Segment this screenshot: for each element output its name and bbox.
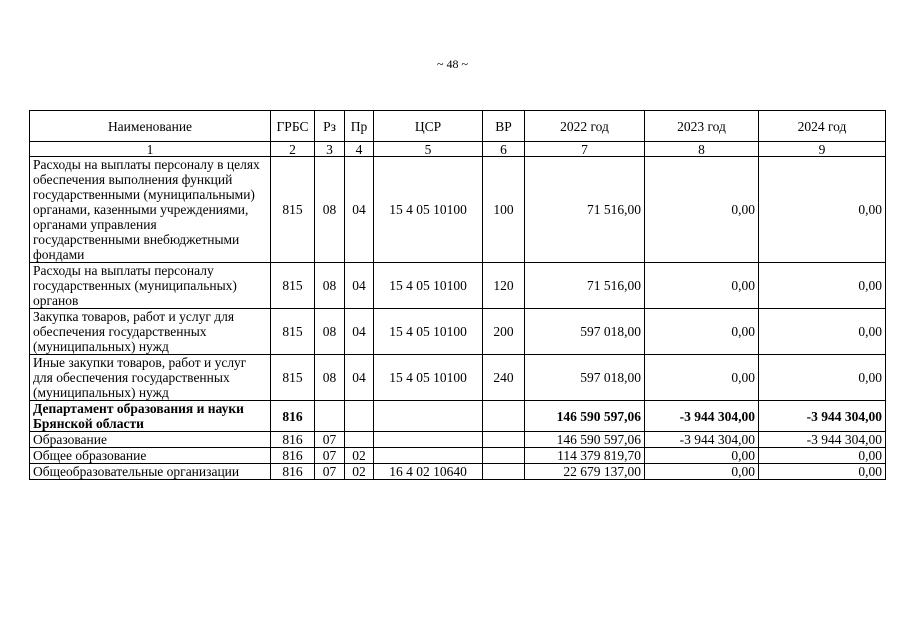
header-cell-pr: Пр [345, 111, 374, 142]
table-row [30, 464, 886, 480]
column-number: 6 [483, 142, 525, 157]
column-number: 8 [645, 142, 759, 157]
table-row [30, 401, 886, 432]
row-vr-cell: 100 [483, 157, 525, 263]
row-vr-cell [483, 448, 525, 464]
row-2022-cell: 114 379 819,70 [525, 448, 645, 464]
row-csr-cell [374, 401, 483, 432]
header-cell-grbs: ГРБС [271, 111, 315, 142]
row-vr-cell: 240 [483, 355, 525, 401]
budget-table [29, 110, 886, 480]
row-pr-cell: 04 [345, 309, 374, 355]
table-row [30, 355, 886, 401]
row-2022-cell: 597 018,00 [525, 355, 645, 401]
row-2022-cell: 22 679 137,00 [525, 464, 645, 480]
row-2023-cell: 0,00 [645, 448, 759, 464]
row-pr-cell: 02 [345, 448, 374, 464]
row-2022-cell: 597 018,00 [525, 309, 645, 355]
header-row [30, 111, 886, 142]
row-2024-cell: -3 944 304,00 [759, 401, 886, 432]
column-number: 1 [30, 142, 271, 157]
header-cell-name: Наименование [30, 111, 271, 142]
row-pr-cell [345, 432, 374, 448]
row-2022-cell: 146 590 597,06 [525, 401, 645, 432]
row-csr-cell: 16 4 02 10640 [374, 464, 483, 480]
row-2024-cell: -3 944 304,00 [759, 432, 886, 448]
row-grbs-cell: 815 [271, 157, 315, 263]
table-row [30, 263, 886, 309]
row-name-cell: Образование [30, 432, 271, 448]
row-rz-cell [315, 401, 345, 432]
row-2023-cell: -3 944 304,00 [645, 432, 759, 448]
header-cell-2022: 2022 год [525, 111, 645, 142]
column-number: 4 [345, 142, 374, 157]
column-number-row [30, 142, 886, 157]
row-name-cell: Расходы на выплаты персоналу в целях обеспечения выполнения функций государственными (муниципальными) органами, казенными учреждениями, органами управления государственными внебюджетными фондами [30, 157, 271, 263]
column-number: 5 [374, 142, 483, 157]
row-2023-cell: 0,00 [645, 464, 759, 480]
header-cell-csr: ЦСР [374, 111, 483, 142]
row-vr-cell [483, 401, 525, 432]
row-rz-cell: 08 [315, 355, 345, 401]
page-number: ~ 48 ~ [437, 57, 468, 71]
row-csr-cell [374, 448, 483, 464]
row-vr-cell [483, 464, 525, 480]
column-number: 3 [315, 142, 345, 157]
row-2023-cell: -3 944 304,00 [645, 401, 759, 432]
header-cell-rz: Рз [315, 111, 345, 142]
row-2023-cell: 0,00 [645, 157, 759, 263]
row-csr-cell: 15 4 05 10100 [374, 157, 483, 263]
header-cell-2024: 2024 год [759, 111, 886, 142]
row-grbs-cell: 815 [271, 263, 315, 309]
row-2022-cell: 146 590 597,06 [525, 432, 645, 448]
row-csr-cell: 15 4 05 10100 [374, 263, 483, 309]
row-name-cell: Расходы на выплаты персоналу государственных (муниципальных) органов [30, 263, 271, 309]
row-name-cell: Департамент образования и науки Брянской области [30, 401, 271, 432]
row-csr-cell: 15 4 05 10100 [374, 355, 483, 401]
row-name-cell: Закупка товаров, работ и услуг для обеспечения государственных (муниципальных) нужд [30, 309, 271, 355]
table-row [30, 448, 886, 464]
row-2024-cell: 0,00 [759, 157, 886, 263]
row-2023-cell: 0,00 [645, 263, 759, 309]
row-rz-cell: 07 [315, 464, 345, 480]
row-pr-cell [345, 401, 374, 432]
row-name-cell: Общее образование [30, 448, 271, 464]
row-grbs-cell: 816 [271, 448, 315, 464]
row-rz-cell: 07 [315, 448, 345, 464]
row-grbs-cell: 816 [271, 401, 315, 432]
row-name-cell: Иные закупки товаров, работ и услуг для обеспечения государственных (муниципальных) нужд [30, 355, 271, 401]
row-2022-cell: 71 516,00 [525, 263, 645, 309]
row-2024-cell: 0,00 [759, 263, 886, 309]
column-number: 9 [759, 142, 886, 157]
row-pr-cell: 04 [345, 355, 374, 401]
row-2024-cell: 0,00 [759, 355, 886, 401]
row-2023-cell: 0,00 [645, 355, 759, 401]
header-cell-vr: ВР [483, 111, 525, 142]
row-pr-cell: 04 [345, 263, 374, 309]
row-grbs-cell: 815 [271, 355, 315, 401]
table-row [30, 309, 886, 355]
table-row [30, 157, 886, 263]
row-2024-cell: 0,00 [759, 309, 886, 355]
row-rz-cell: 08 [315, 309, 345, 355]
row-vr-cell: 120 [483, 263, 525, 309]
row-grbs-cell: 816 [271, 432, 315, 448]
header-cell-2023: 2023 год [645, 111, 759, 142]
table-row [30, 432, 886, 448]
row-vr-cell [483, 432, 525, 448]
row-2022-cell: 71 516,00 [525, 157, 645, 263]
row-rz-cell: 08 [315, 263, 345, 309]
row-rz-cell: 08 [315, 157, 345, 263]
row-grbs-cell: 815 [271, 309, 315, 355]
row-2024-cell: 0,00 [759, 448, 886, 464]
row-csr-cell [374, 432, 483, 448]
row-2023-cell: 0,00 [645, 309, 759, 355]
row-vr-cell: 200 [483, 309, 525, 355]
row-rz-cell: 07 [315, 432, 345, 448]
row-pr-cell: 04 [345, 157, 374, 263]
row-grbs-cell: 816 [271, 464, 315, 480]
row-name-cell: Общеобразовательные организации [30, 464, 271, 480]
column-number: 7 [525, 142, 645, 157]
row-csr-cell: 15 4 05 10100 [374, 309, 483, 355]
row-2024-cell: 0,00 [759, 464, 886, 480]
column-number: 2 [271, 142, 315, 157]
row-pr-cell: 02 [345, 464, 374, 480]
